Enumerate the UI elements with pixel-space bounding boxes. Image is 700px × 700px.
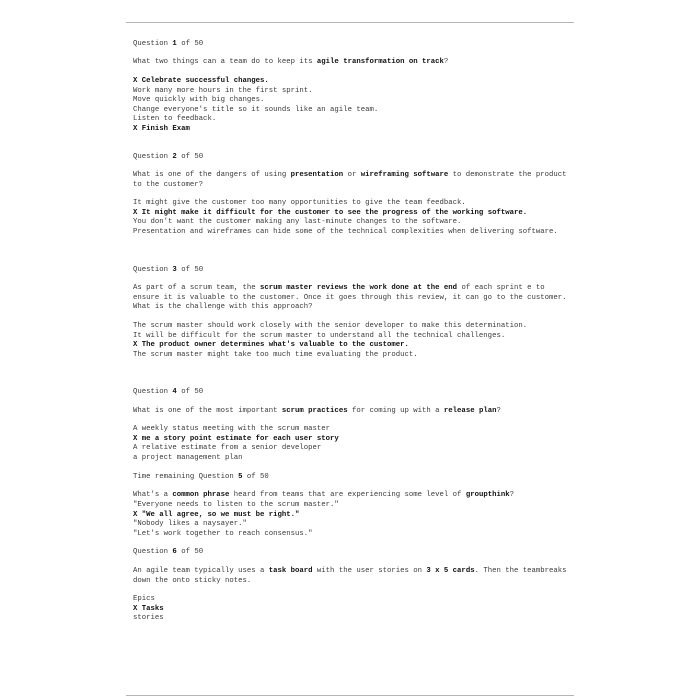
answer-option[interactable]: X The product owner determines what's valuable to the customer. <box>133 341 409 350</box>
question-3-prompt: As part of a scrum team, the scrum master reviews the work done at the end of each sprint e to ensure it is valuable to the customer. Once it goes through this review, it can go to the customer. What is the challenge with this approach? <box>133 284 567 312</box>
question-4-options <box>133 425 575 463</box>
question-1-header: Question 1 of 50 <box>133 40 204 48</box>
question-1-prompt: What two things can a team do to keep its agile transformation on track? <box>133 58 449 66</box>
answer-option[interactable]: The scrum master should work closely with the senior developer to make this determination. <box>133 322 528 330</box>
question-6-options <box>133 595 575 624</box>
answer-option[interactable]: Change everyone's title so it sounds like an agile team. <box>133 105 379 114</box>
question-2-header: Question 2 of 50 <box>133 153 204 161</box>
answer-option[interactable]: X me a story point estimate for each user story <box>133 434 339 443</box>
finish-exam-button[interactable]: X Finish Exam <box>133 124 190 133</box>
bottom-divider <box>126 695 574 696</box>
answer-option[interactable]: "Nobody likes a naysayer." <box>133 520 247 529</box>
answer-option[interactable]: A relative estimate from a senior developer <box>133 444 322 453</box>
answer-option[interactable]: The scrum master might take too much time evaluating the product. <box>133 350 418 359</box>
answer-option[interactable]: Presentation and wireframes can hide some of the technical complexities when delivering software. <box>133 227 558 236</box>
question-4-header: Question 4 of 50 <box>133 388 204 396</box>
answer-option[interactable]: X Tasks <box>133 604 164 613</box>
answer-option[interactable]: X Celebrate successful changes. <box>133 77 269 85</box>
answer-option[interactable]: a project management plan <box>133 453 243 462</box>
question-3-options <box>133 322 575 360</box>
answer-option[interactable]: Epics <box>133 595 155 603</box>
answer-option[interactable]: It might give the customer too many opportunities to give the team feedback. <box>133 199 466 207</box>
answer-option[interactable]: Move quickly with big changes. <box>133 96 265 105</box>
question-3-header: Question 3 of 50 <box>133 266 204 274</box>
answer-option[interactable]: X It might make it difficult for the customer to see the progress of the working software. <box>133 208 528 217</box>
answer-option[interactable]: Work many more hours in the first sprint. <box>133 86 313 95</box>
question-1-options <box>133 77 575 135</box>
answer-option[interactable]: stories <box>133 614 164 623</box>
answer-option[interactable]: It will be difficult for the scrum master to understand all the technical challenges. <box>133 331 506 340</box>
answer-option[interactable]: You don't want the customer making any last-minute changes to the software. <box>133 218 462 227</box>
question-6-header: Question 6 of 50 <box>133 548 204 556</box>
question-5-options <box>133 501 575 539</box>
answer-option[interactable]: Listen to feedback. <box>133 115 217 124</box>
question-4-prompt: What is one of the most important scrum practices for coming up with a release plan? <box>133 407 501 415</box>
question-5-header: Time remaining Question 5 of 50 <box>133 473 269 481</box>
question-2-prompt: What is one of the dangers of using presentation or wireframing software to demonstrate the product to the customer? <box>133 171 567 189</box>
answer-option[interactable]: X "We all agree, so we must be right." <box>133 510 300 519</box>
question-6-prompt: An agile team typically uses a task board with the user stories on 3 x 5 cards. Then the teambreaks down the onto sticky notes. <box>133 567 567 585</box>
answer-option[interactable]: A weekly status meeting with the scrum master <box>133 425 331 433</box>
question-5-prompt: What's a common phrase heard from teams that are experiencing some level of groupthink? <box>133 491 515 499</box>
answer-option[interactable]: "Let's work together to reach consensus." <box>133 529 313 538</box>
answer-option[interactable]: "Everyone needs to listen to the scrum master." <box>133 501 339 509</box>
top-divider <box>126 22 574 23</box>
question-2-options <box>133 199 575 237</box>
